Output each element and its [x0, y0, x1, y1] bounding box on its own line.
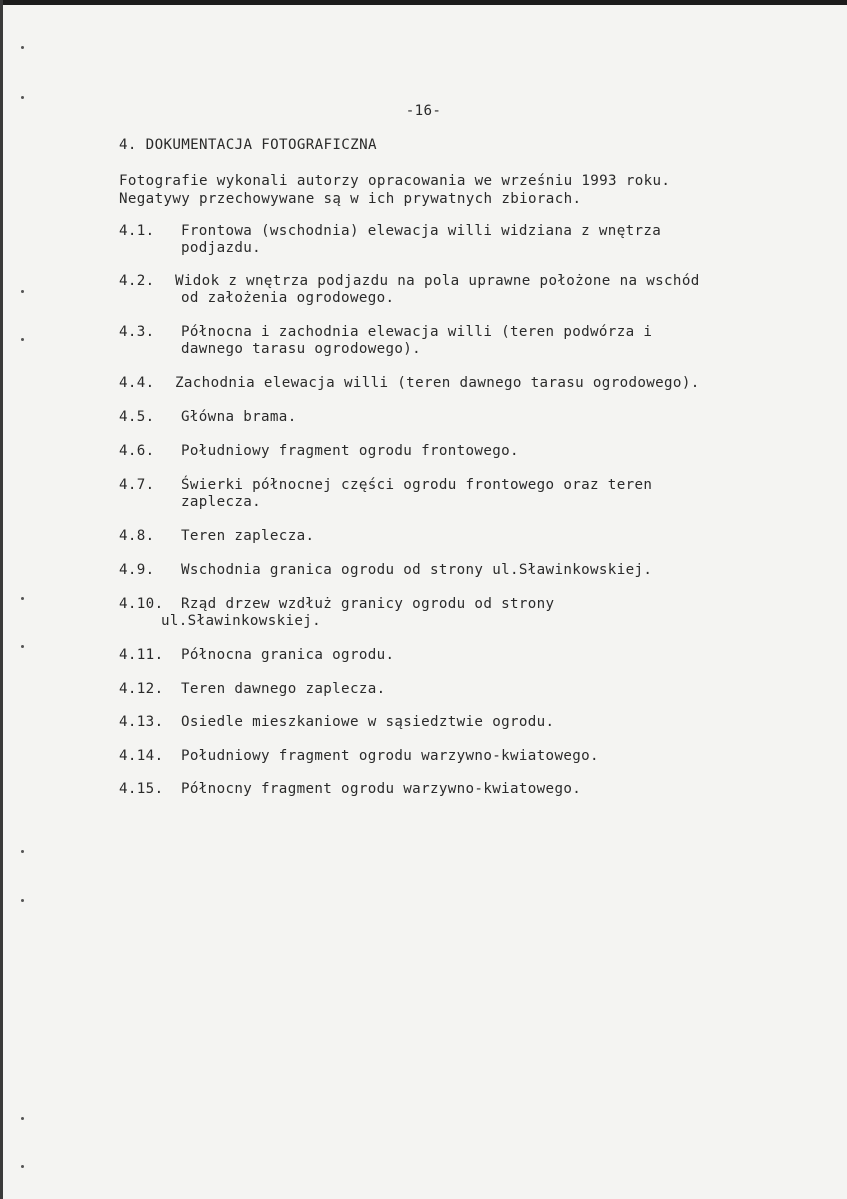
item-text	[181, 528, 791, 545]
item-number: 4.3.	[119, 324, 155, 340]
item-text	[175, 273, 785, 307]
item-line: Południowy fragment ogrodu frontowego.	[181, 443, 519, 459]
item-line: Frontowa (wschodnia) elewacja willi widziana z wnętrza	[181, 223, 662, 239]
item-number: 4.2.	[119, 273, 155, 289]
item-text	[181, 681, 791, 698]
section-heading: 4. DOKUMENTACJA FOTOGRAFICZNA	[119, 137, 377, 153]
binding-hole-mark	[21, 290, 24, 293]
item-text	[181, 714, 791, 731]
item-text	[181, 647, 791, 664]
item-line: Główna brama.	[181, 409, 297, 425]
item-line: Północna granica ogrodu.	[181, 647, 395, 663]
scan-left-edge	[0, 0, 3, 1199]
item-number: 4.11.	[119, 647, 164, 663]
item-text	[181, 562, 791, 579]
item-number: 4.7.	[119, 477, 155, 493]
item-line: zaplecza.	[181, 494, 262, 510]
item-line: dawnego tarasu ogrodowego).	[181, 341, 422, 357]
binding-hole-mark	[21, 338, 24, 341]
item-text	[181, 781, 791, 798]
item-text	[181, 409, 791, 426]
item-line: Świerki północnej części ogrodu frontowego oraz teren	[181, 477, 653, 493]
binding-hole-mark	[21, 1117, 24, 1120]
item-line: ul.Sławinkowskiej.	[161, 613, 322, 629]
item-line: Rząd drzew wzdłuż granicy ogrodu od strony	[181, 596, 555, 612]
binding-hole-mark	[21, 1165, 24, 1168]
item-line: od założenia ogrodowego.	[181, 290, 395, 306]
item-text	[161, 596, 791, 630]
item-line: Osiedle mieszkaniowe w sąsiedztwie ogrodu.	[181, 714, 555, 730]
item-number: 4.8.	[119, 528, 155, 544]
item-line: Wschodnia granica ogrodu od strony ul.Sławinkowskiej.	[181, 562, 653, 578]
item-line: Północna i zachodnia elewacja willi (teren podwórza i	[181, 324, 653, 340]
item-number: 4.15.	[119, 781, 164, 797]
item-number: 4.1.	[119, 223, 155, 239]
item-number: 4.5.	[119, 409, 155, 425]
binding-hole-mark	[21, 899, 24, 902]
item-line: Północny fragment ogrodu warzywno-kwiatowego.	[181, 781, 582, 797]
item-text	[181, 443, 791, 460]
item-line: Teren dawnego zaplecza.	[181, 681, 386, 697]
item-text	[181, 477, 791, 511]
binding-hole-mark	[21, 645, 24, 648]
binding-hole-mark	[21, 96, 24, 99]
page-number: -16-	[405, 103, 442, 119]
item-line: Widok z wnętrza podjazdu na pola uprawne położone na wschód	[175, 273, 700, 289]
item-number: 4.4.	[119, 375, 155, 391]
item-line: podjazdu.	[181, 240, 262, 256]
item-text	[181, 223, 791, 257]
scan-top-edge	[0, 0, 847, 5]
intro-line: Negatywy przechowywane są w ich prywatnych zbiorach.	[119, 191, 582, 207]
binding-hole-mark	[21, 46, 24, 49]
item-number: 4.13.	[119, 714, 164, 730]
item-number: 4.9.	[119, 562, 155, 578]
item-number: 4.14.	[119, 748, 164, 764]
item-text	[175, 375, 785, 392]
intro-line: Fotografie wykonali autorzy opracowania we wrześniu 1993 roku.	[119, 173, 671, 189]
item-line: Południowy fragment ogrodu warzywno-kwiatowego.	[181, 748, 599, 764]
intro-paragraph	[119, 172, 779, 208]
item-text	[181, 324, 791, 358]
item-text	[181, 748, 791, 765]
binding-hole-mark	[21, 850, 24, 853]
item-number: 4.12.	[119, 681, 164, 697]
item-line: Zachodnia elewacja willi (teren dawnego tarasu ogrodowego).	[175, 375, 700, 391]
item-number: 4.6.	[119, 443, 155, 459]
item-line: Teren zaplecza.	[181, 528, 315, 544]
binding-hole-mark	[21, 597, 24, 600]
item-number: 4.10.	[119, 596, 164, 612]
